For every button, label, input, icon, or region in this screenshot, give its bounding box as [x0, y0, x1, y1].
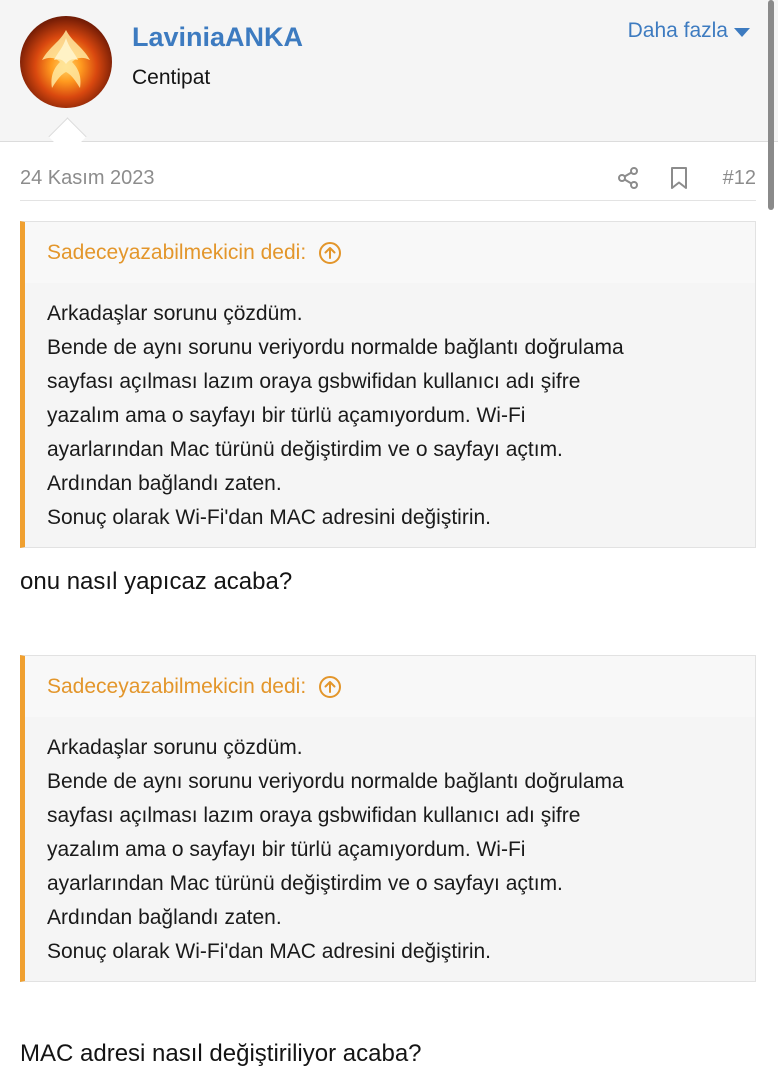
scrollbar[interactable] — [768, 0, 774, 210]
quote-block — [20, 221, 756, 548]
quote-line: Sonuç olarak Wi-Fi'dan MAC adresini değiştirin. — [47, 506, 492, 529]
phoenix-avatar-icon — [20, 16, 112, 108]
user-title: Centipat — [132, 66, 211, 89]
quote-line: Sonuç olarak Wi-Fi'dan MAC adresini değiştirin. — [47, 940, 492, 963]
arrow-up-circle-icon[interactable] — [318, 241, 342, 265]
more-dropdown-button[interactable] — [628, 19, 750, 43]
reply-message: MAC adresi nasıl değiştiriliyor acaba? — [20, 1040, 422, 1067]
caret-down-icon — [734, 28, 750, 37]
post-meta-row — [20, 164, 756, 201]
quote-line: Arkadaşlar sorunu çözdüm. — [47, 302, 303, 325]
arrow-up-circle-icon[interactable] — [318, 675, 342, 699]
bookmark-icon[interactable] — [668, 166, 690, 190]
quote-body — [25, 283, 755, 535]
post-date[interactable]: 24 Kasım 2023 — [20, 167, 155, 189]
post-user-header — [0, 0, 778, 142]
more-label: Daha fazla — [627, 19, 728, 42]
quote-author[interactable]: Sadeceyazabilmekicin dedi: — [47, 674, 307, 698]
quote-line: ayarlarından Mac türünü değiştirdim ve o sayfayı açtım. — [47, 438, 563, 461]
reply-message: onu nasıl yapıcaz acaba? — [20, 568, 293, 595]
quote-line: Bende de aynı sorunu veriyordu normalde bağlantı doğrulama — [47, 770, 624, 793]
quote-line: sayfası açılması lazım oraya gsbwifidan kullanıcı adı şifre — [47, 370, 581, 393]
quote-line: yazalım ama o sayfayı bir türlü açamıyordum. Wi-Fi — [47, 404, 526, 427]
avatar[interactable] — [20, 16, 112, 108]
quote-header[interactable] — [25, 656, 755, 717]
username-link[interactable]: LaviniaANKA — [132, 22, 304, 52]
quote-line: Arkadaşlar sorunu çözdüm. — [47, 736, 303, 759]
quote-line: Ardından bağlandı zaten. — [47, 906, 282, 929]
quote-header[interactable] — [25, 222, 755, 283]
post-number-link[interactable]: #12 — [722, 167, 756, 189]
quote-line: Bende de aynı sorunu veriyordu normalde bağlantı doğrulama — [47, 336, 624, 359]
quote-line: ayarlarından Mac türünü değiştirdim ve o sayfayı açtım. — [47, 872, 563, 895]
quote-body — [25, 717, 755, 969]
quote-line: Ardından bağlandı zaten. — [47, 472, 282, 495]
quote-author[interactable]: Sadeceyazabilmekicin dedi: — [47, 240, 307, 264]
share-icon[interactable] — [616, 166, 640, 190]
quote-line: yazalım ama o sayfayı bir türlü açamıyordum. Wi-Fi — [47, 838, 526, 861]
quote-block — [20, 655, 756, 982]
quote-line: sayfası açılması lazım oraya gsbwifidan kullanıcı adı şifre — [47, 804, 581, 827]
